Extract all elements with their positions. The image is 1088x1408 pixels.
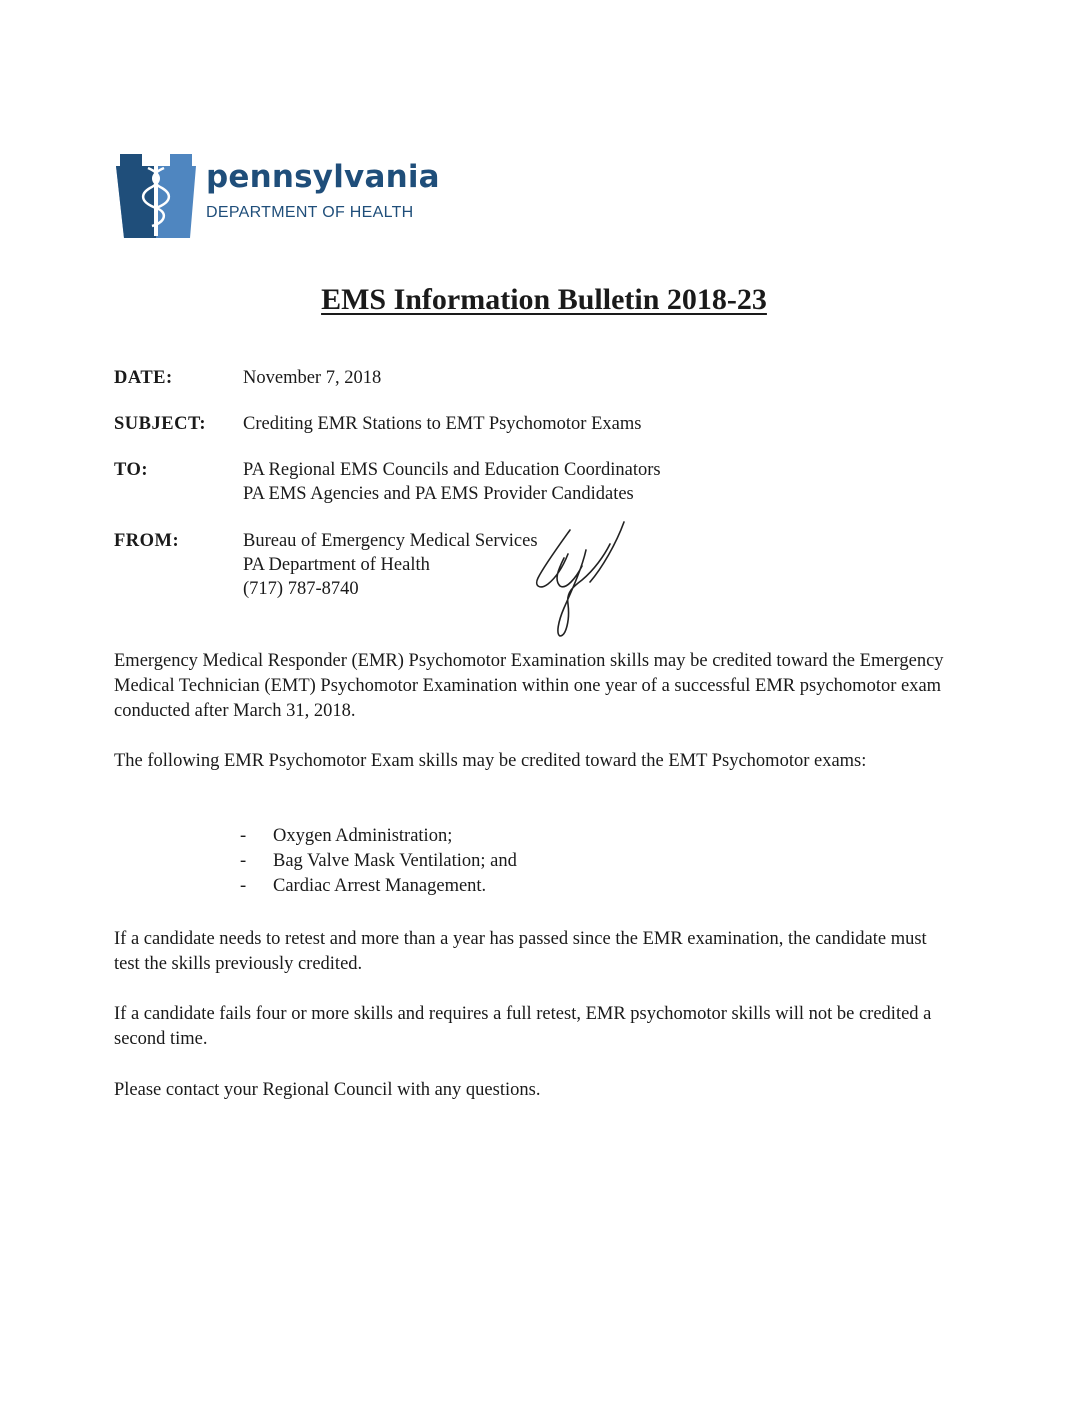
to-line: PA EMS Agencies and PA EMS Provider Candidates	[243, 484, 634, 504]
from-label: FROM:	[114, 531, 180, 551]
list-item-text: Oxygen Administration;	[273, 826, 453, 846]
bulletin-title: EMS Information Bulletin 2018-23	[321, 283, 767, 316]
handwritten-signature	[524, 520, 634, 638]
list-item	[240, 874, 517, 899]
bullet-marker: -	[240, 876, 247, 896]
from-line: PA Department of Health	[243, 555, 430, 575]
date-label: DATE:	[114, 368, 173, 388]
paragraph-retest-policy: If a candidate needs to retest and more than a year has passed since the EMR examination, the candidate must test the skills previously credited.	[114, 929, 927, 974]
to-value	[243, 458, 661, 506]
from-line: Bureau of Emergency Medical Services	[243, 531, 538, 551]
from-line: (717) 787-8740	[243, 579, 359, 599]
logo-wordmark: pennsylvania	[206, 159, 440, 195]
paragraph-full-retest-policy: If a candidate fails four or more skills and requires a full retest, EMR psychomotor skills will not be credited a second time.	[114, 1004, 932, 1049]
from-value	[243, 529, 538, 601]
list-item-text: Bag Valve Mask Ventilation; and	[273, 851, 517, 871]
subject-label: SUBJECT:	[114, 414, 207, 434]
logo-subtitle: DEPARTMENT OF HEALTH	[206, 204, 414, 221]
pa-health-logo	[116, 152, 446, 242]
paragraph-credited-skills-intro: The following EMR Psychomotor Exam skills may be credited toward the EMT Psychomotor exams:	[114, 751, 867, 771]
bullet-marker: -	[240, 826, 247, 846]
to-line: PA Regional EMS Councils and Education Coordinators	[243, 460, 661, 480]
date-value: November 7, 2018	[243, 368, 382, 388]
credited-skills-list	[240, 824, 517, 899]
list-item	[240, 849, 517, 874]
keystone-caduceus-icon	[116, 152, 196, 238]
subject-value: Crediting EMR Stations to EMT Psychomotor Exams	[243, 414, 642, 434]
list-item-text: Cardiac Arrest Management.	[273, 876, 487, 896]
paragraph-credit-policy: Emergency Medical Responder (EMR) Psychomotor Examination skills may be credited toward the Emergency Medical Technician (EMT) Psychomotor Examination within one year of a successful EMR psychomotor exam conducted after March 31, 2018.	[114, 651, 944, 721]
paragraph-contact: Please contact your Regional Council with any questions.	[114, 1080, 541, 1100]
to-label: TO:	[114, 460, 149, 480]
bullet-marker: -	[240, 851, 247, 871]
list-item	[240, 824, 517, 849]
